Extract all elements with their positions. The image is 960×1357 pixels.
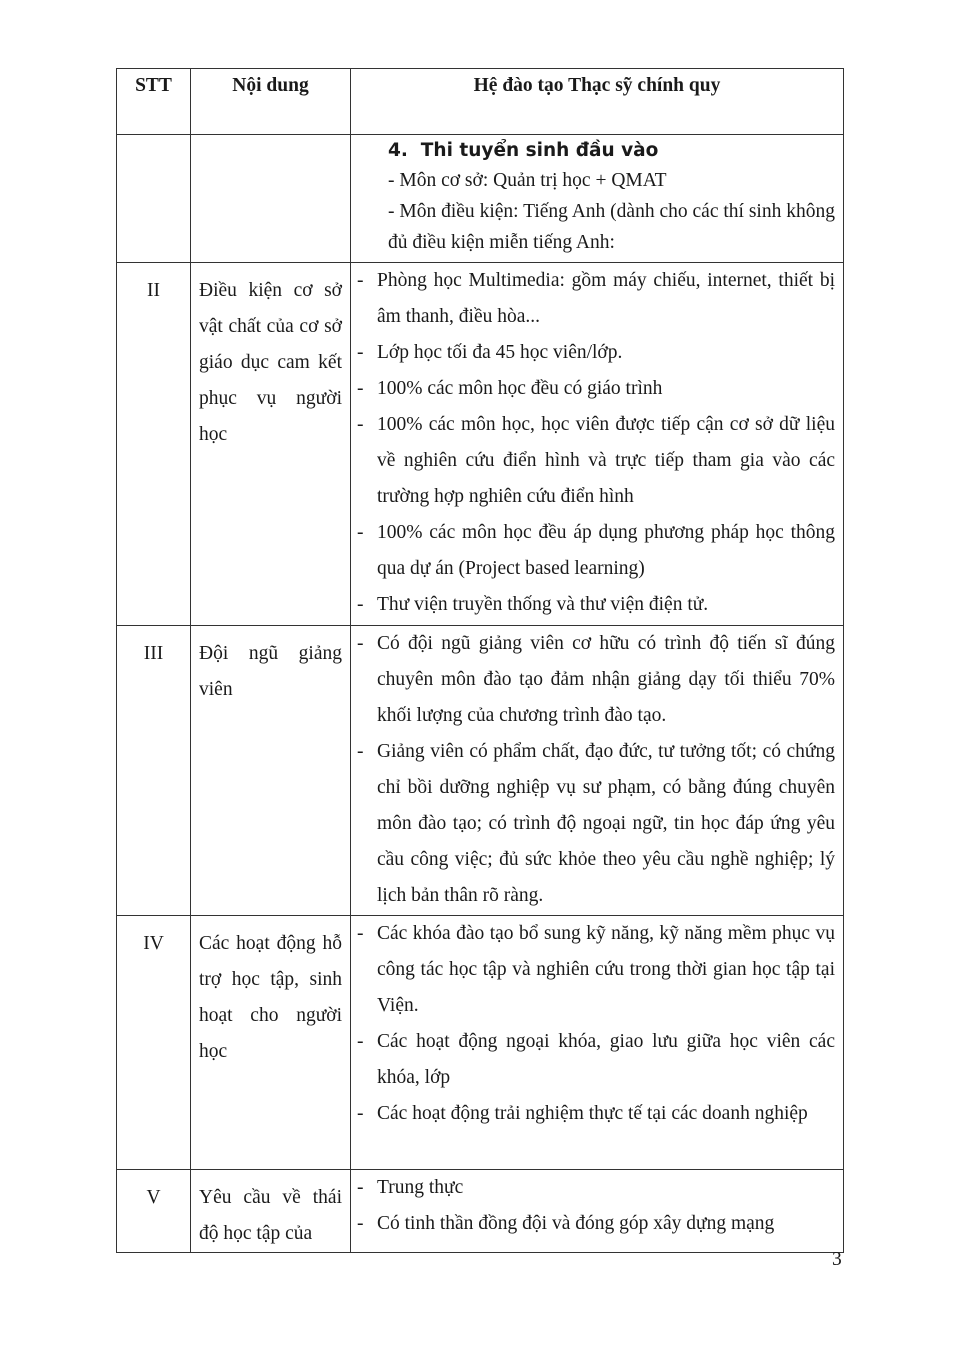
exam-title-number: 4. [388,140,408,161]
cell-noi-dung [191,916,351,1170]
table-row [117,1170,844,1253]
cell-stt [117,916,191,1170]
table-row-continuation [117,135,844,263]
row-topic: Các hoạt động hỗ trợ học tập, sinh hoạt cho người học [199,933,342,1062]
cell-items [351,916,844,1170]
row-number: II [147,280,160,301]
row-topic: Đội ngũ giảng viên [199,643,342,700]
row-number: IV [143,933,164,954]
header-noi-dung: Nội dung [191,69,351,135]
list-item: - Trung thực [357,1177,464,1198]
list-item: - 100% các môn học, học viên được tiếp cận cơ sở dữ liệu về nghiên cứu điển hình và trực tiếp tham gia vào các trường hợp nghiên cứu điển hình [357,414,835,507]
row-topic: Điều kiện cơ sở vật chất của cơ sở giáo dục cam kết phục vụ người học [199,280,342,445]
list-item: - Các hoạt động trải nghiệm thực tế tại các doanh nghiệp [357,1103,808,1124]
list-item: - 100% các môn học đều áp dụng phương pháp học thông qua dự án (Project based learning) [357,522,835,579]
exam-line: - Môn điều kiện: Tiếng Anh (dành cho các thí sinh không đủ điều kiện miễn tiếng Anh: [388,201,835,253]
list-item: - Giảng viên có phẩm chất, đạo đức, tư tưởng tốt; có chứng chỉ bồi dưỡng nghiệp vụ sư phạm, có bằng đúng chuyên môn đào tạo; có trình độ ngoại ngữ, tin học đáp ứng yêu cầu công việc; đủ sức khỏe theo yêu cầu nghề nghiệp; lý lịch bản thân rõ ràng. [357,741,835,906]
exam-line: - Môn cơ sở: Quản trị học + QMAT [388,170,667,191]
cell-exam-section [351,135,844,263]
list-item: - Thư viện truyền thống và thư viện điện tử. [357,594,709,615]
cell-stt [117,626,191,916]
header-he-dao-tao: Hệ đào tạo Thạc sỹ chính quy [351,69,844,135]
cell-items [351,263,844,626]
list-item: - Lớp học tối đa 45 học viên/lớp. [357,342,623,363]
cell-noi-dung-empty [191,135,351,263]
table-header-row [117,69,844,135]
cell-items [351,1170,844,1253]
list-item: - Có tinh thần đồng đội và đóng góp xây dựng mạng [357,1213,775,1234]
list-item: - Các khóa đào tạo bổ sung kỹ năng, kỹ năng mềm phục vụ công tác học tập và nghiên cứu trong thời gian học tập tại Viện. [357,923,835,1016]
table-row [117,263,844,626]
cell-items [351,626,844,916]
cell-stt [117,1170,191,1253]
row-number: III [143,643,164,664]
table-row [117,626,844,916]
row-topic: Yêu cầu về thái độ học tập của [199,1187,342,1244]
list-item: - Các hoạt động ngoại khóa, giao lưu giữa học viên các khóa, lớp [357,1031,835,1088]
list-item: - Phòng học Multimedia: gồm máy chiếu, internet, thiết bị âm thanh, điều hòa... [357,270,835,327]
page-number: 3 [832,1249,842,1270]
exam-title-text: Thi tuyển sinh đầu vào [420,140,659,161]
exam-section-title [388,136,835,165]
list-item: - Có đội ngũ giảng viên cơ hữu có trình độ tiến sĩ đúng chuyên môn đào tạo đảm nhận giảng dạy tối thiểu 70% khối lượng của chương trình đào tạo. [357,633,835,726]
cell-noi-dung [191,626,351,916]
list-item: - 100% các môn học đều có giáo trình [357,378,663,399]
cell-stt-empty [117,135,191,263]
table-row [117,916,844,1170]
row-number: V [146,1187,161,1208]
program-table [116,68,844,1253]
cell-noi-dung [191,1170,351,1253]
cell-stt [117,263,191,626]
cell-noi-dung [191,263,351,626]
header-stt: STT [117,69,191,135]
